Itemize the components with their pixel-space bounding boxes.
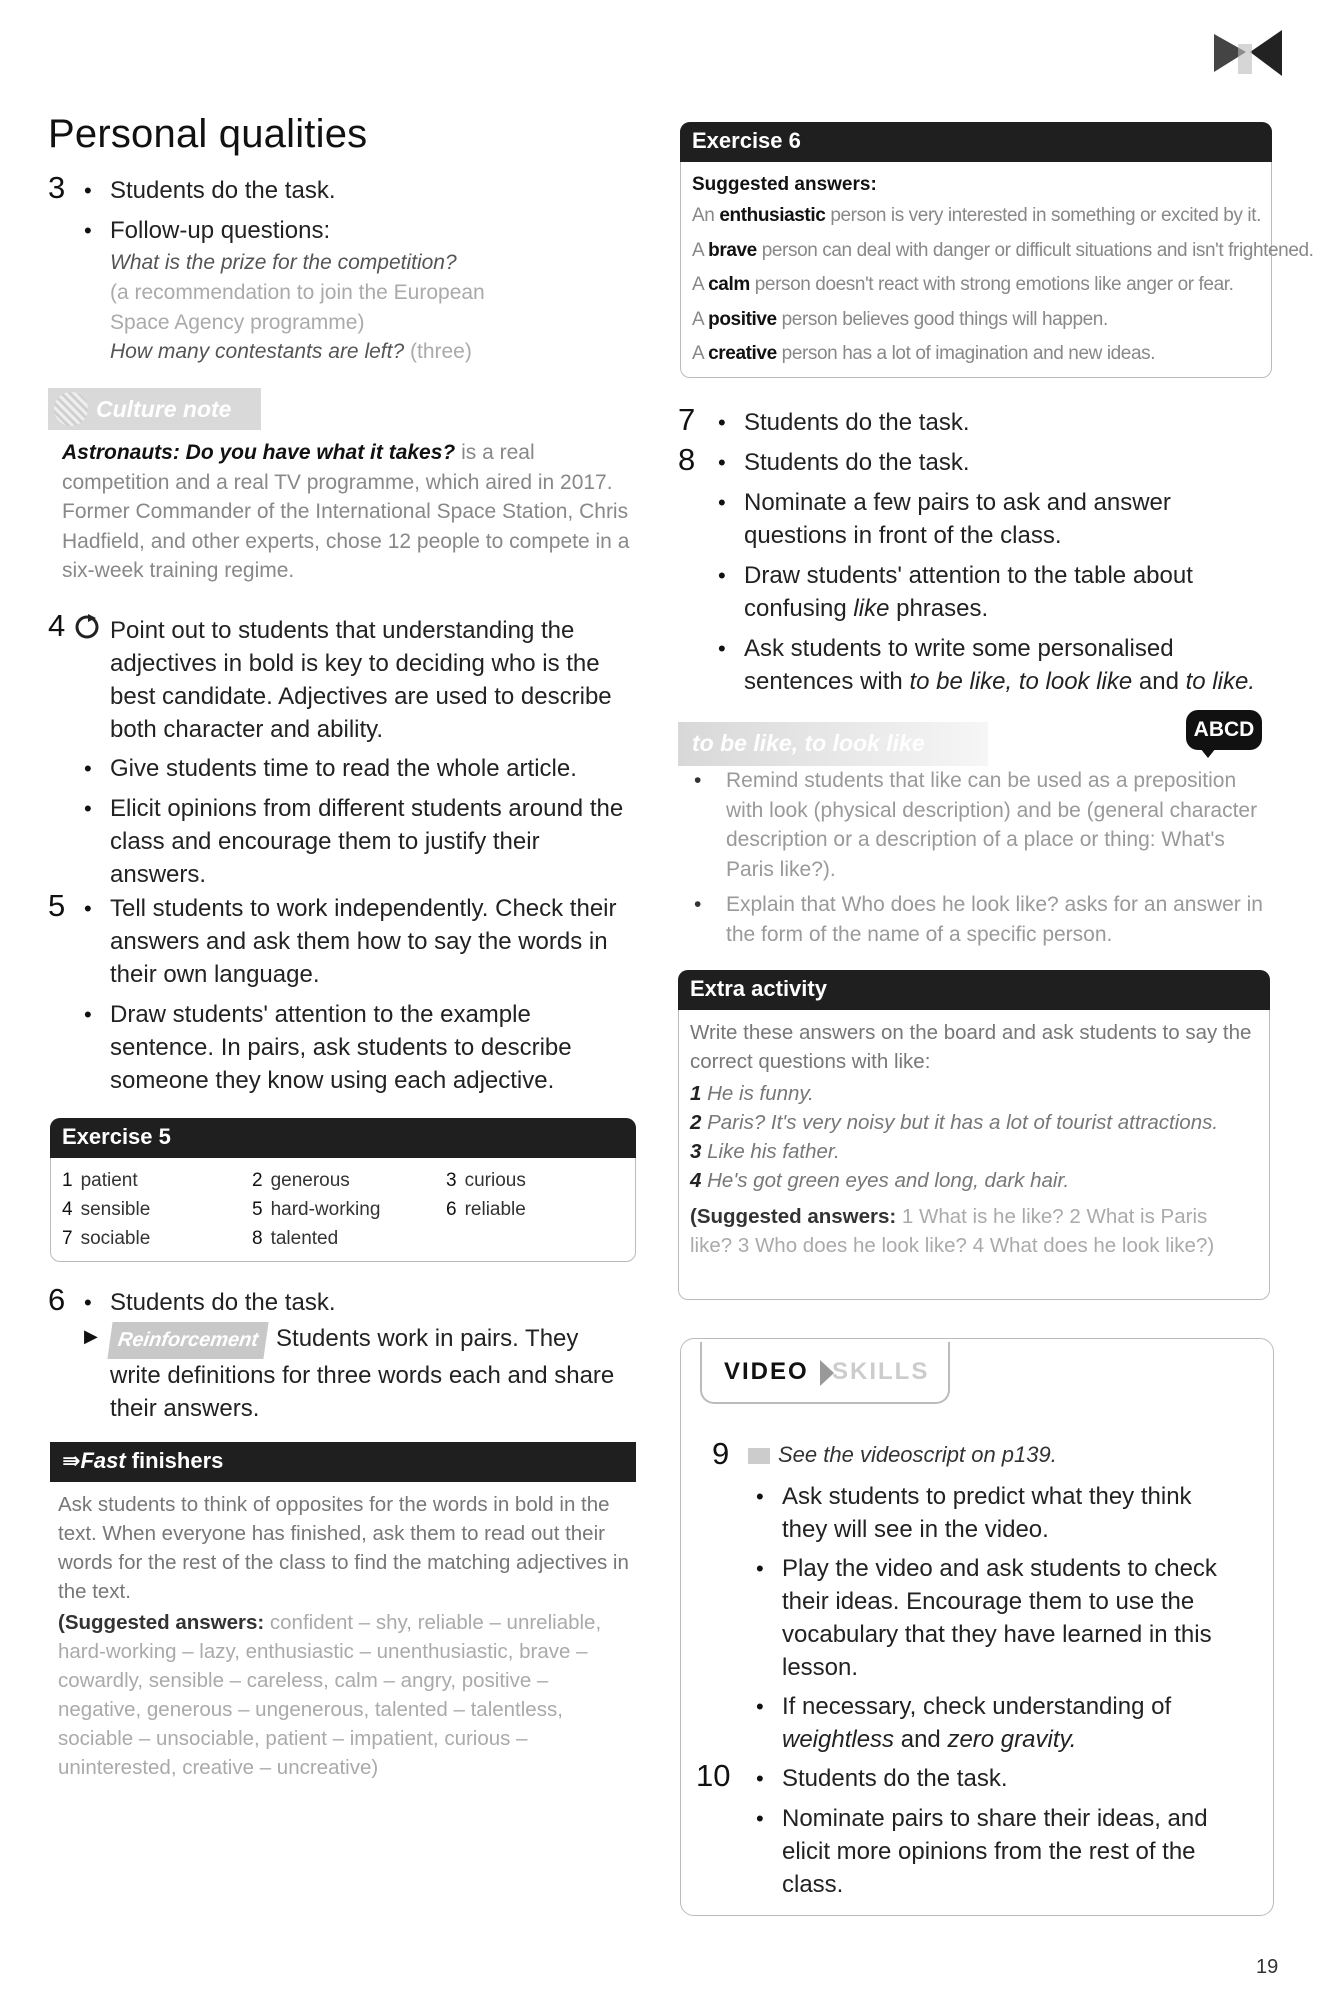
step9-bullet: • Play the video and ask students to check their ideas. Encourage them to use the vocabulary that they have learned in this lesson. xyxy=(782,1552,1242,1684)
step8-bullet: • Nominate a few pairs to ask and answer questions in front of the class. xyxy=(744,486,1244,552)
step9-bullet: • Ask students to predict what they think they will see in the video. xyxy=(782,1480,1242,1546)
step-number: 6 xyxy=(48,1282,66,1317)
grammar-panel-heading: to be like, to look like xyxy=(678,722,988,766)
fast-finishers-heading xyxy=(50,1442,636,1482)
suggested-answers-label: Suggested answers: xyxy=(692,174,877,195)
followup-question-1: What is the prize for the competition? xyxy=(110,251,457,274)
audio-icon xyxy=(74,612,100,640)
question-2-text: How many contestants are left? xyxy=(110,340,405,363)
answer-2-text: (three) xyxy=(410,340,472,363)
fast-logo-icon: ⇛Fast xyxy=(62,1448,126,1473)
step5-bullet: • Tell students to work independently. Check their answers and ask them how to say the words in their own language. xyxy=(110,892,640,991)
extra-activity-heading: Extra activity xyxy=(678,970,1270,1010)
fast-finishers-answers xyxy=(58,1608,634,1782)
answer-item: 7 sociable xyxy=(62,1228,151,1249)
answer-item: 6 reliable xyxy=(446,1199,526,1220)
answer-line: A creative person has a lot of imagination and new ideas. xyxy=(692,343,1156,364)
answer-line: An enthusiastic person is very interested in something or excited by it. xyxy=(692,205,1261,226)
extra-item: 2 Paris? It's very noisy but it has a lot of tourist attractions. xyxy=(690,1111,1219,1134)
videoscript-reference: See the videoscript on p139. xyxy=(748,1442,1057,1468)
exercise6-heading: Exercise 6 xyxy=(680,122,1272,162)
step4-intro: Point out to students that understanding the adjectives in bold is key to deciding who is the best candidate. Adjectives are used to describe both character and ability. xyxy=(110,617,612,743)
extra-activity-intro: Write these answers on the board and ask students to say the correct questions with like: xyxy=(690,1021,1252,1073)
answer-item: 3 curious xyxy=(446,1170,526,1191)
answers-label: (Suggested answers: xyxy=(58,1611,265,1634)
step5-bullet: • Draw students' attention to the example sentence. In pairs, ask students to describe someone they know using each adjective. xyxy=(110,998,630,1097)
video-icon xyxy=(748,1448,770,1464)
culture-note-body: is a real competition and a real TV programme, which aired in 2017. Former Commander of the International Space Station, Chris Hadfield, and other experts, chose 12 people to compete in a six-week training regime. xyxy=(62,441,630,582)
triangle-bullet-icon: ▶ xyxy=(84,1326,98,1346)
exercise5-heading: Exercise 5 xyxy=(50,1118,636,1158)
followup-label: Follow-up questions: xyxy=(110,217,331,244)
answer-item: 2 generous xyxy=(252,1170,350,1191)
extra-item: 3 Like his father. xyxy=(690,1140,840,1163)
video-skills-tab xyxy=(700,1342,950,1404)
reinforcement-badge: Reinforcement xyxy=(107,1322,268,1359)
page-number: 19 xyxy=(1256,1956,1279,1978)
extra-item: 1 He is funny. xyxy=(690,1082,814,1105)
reinforcement-text: Students work in pairs. They write definitions for three words each and share their answers. xyxy=(110,1325,615,1422)
grammar-bullet: • Remind students that like can be used as a preposition with look (physical description) and be (general character description or a description of a place or thing: What's Paris like?). xyxy=(726,766,1266,884)
step3-followup xyxy=(110,214,630,247)
answer-item: 4 sensible xyxy=(62,1199,151,1220)
followup-question-2 xyxy=(110,337,610,367)
step10-bullet: • Nominate pairs to share their ideas, and elicit more opinions from the rest of the class. xyxy=(782,1802,1242,1901)
step6-bullet: • Students do the task. xyxy=(110,1286,610,1319)
step8-bullet: • Ask students to write some personalised sentences with to be like, to look like and to like. xyxy=(744,632,1274,698)
step-number: 9 xyxy=(712,1436,730,1471)
step-number: 4 xyxy=(48,608,66,643)
answer-item: 8 talented xyxy=(252,1228,339,1249)
reinforcement-activity xyxy=(110,1322,630,1425)
step-number: 3 xyxy=(48,170,66,205)
step8-bullet: • Students do the task. xyxy=(744,446,1264,479)
abcd-badge: ABCD xyxy=(1186,710,1262,750)
answer-line: A brave person can deal with danger or difficult situations and isn't frightened. xyxy=(692,240,1314,261)
step8-bullet: • Draw students' attention to the table about confusing like phrases. xyxy=(744,559,1264,625)
followup-answer-1: (a recommendation to join the European Space Agency programme) xyxy=(110,281,485,334)
video-label: VIDEO xyxy=(724,1358,809,1385)
culture-note-title: Astronauts: Do you have what it takes? xyxy=(62,441,456,464)
answer-item: 5 hard-working xyxy=(252,1199,381,1220)
answers-text: confident – shy, reliable – unreliable, hard-working – lazy, enthusiastic – unenthusiastic, brave – cowardly, sensible – careless, calm – angry, positive – negative, generous – ungenerous, talented – talentless, sociable – unsociable, patient – impatient, curious – uninterested, creative – uncreative) xyxy=(58,1611,602,1779)
skills-label: SKILLS xyxy=(832,1358,930,1385)
answer-line: A calm person doesn't react with strong emotions like anger or fear. xyxy=(692,274,1234,295)
step-number: 7 xyxy=(678,402,696,437)
answer-item: 1 patient xyxy=(62,1170,138,1191)
step4-bullet: • Give students time to read the whole article. xyxy=(110,752,630,785)
step-number: 10 xyxy=(696,1758,731,1793)
extra-item: 4 He's got green eyes and long, dark hair. xyxy=(690,1169,1070,1192)
step-number: 8 xyxy=(678,442,696,477)
step-number: 5 xyxy=(48,888,66,923)
step10-bullet: • Students do the task. xyxy=(782,1762,1242,1795)
extra-answers: (Suggested answers: 1 What is he like? 2 What is Paris like? 3 Who does he look like? 4 What does he look like?) xyxy=(690,1205,1215,1257)
publisher-logo-icon xyxy=(1210,26,1286,82)
step4-bullet: • Elicit opinions from different students around the class and encourage them to justify their answers. xyxy=(110,792,630,891)
culture-note-heading xyxy=(48,388,261,430)
step3-bullet: • Students do the task. xyxy=(110,174,610,207)
culture-note-label: Culture note xyxy=(96,396,232,422)
step9-bullet: • If necessary, check understanding of weightless and zero gravity. xyxy=(782,1690,1242,1756)
grammar-bullet: • Explain that Who does he look like? asks for an answer in the form of the name of a specific person. xyxy=(726,890,1266,949)
page-title: Personal qualities xyxy=(48,112,368,156)
finishers-label: finishers xyxy=(131,1448,224,1473)
answer-line: A positive person believes good things will happen. xyxy=(692,309,1108,330)
globe-icon xyxy=(54,392,88,426)
fast-finishers-text: Ask students to think of opposites for the words in bold in the text. When everyone has finished, ask them to read out their words for the rest of the class to find the matching adjectives in the text. xyxy=(58,1493,629,1603)
step7-bullet: • Students do the task. xyxy=(744,406,1264,439)
culture-note-text xyxy=(62,438,642,586)
